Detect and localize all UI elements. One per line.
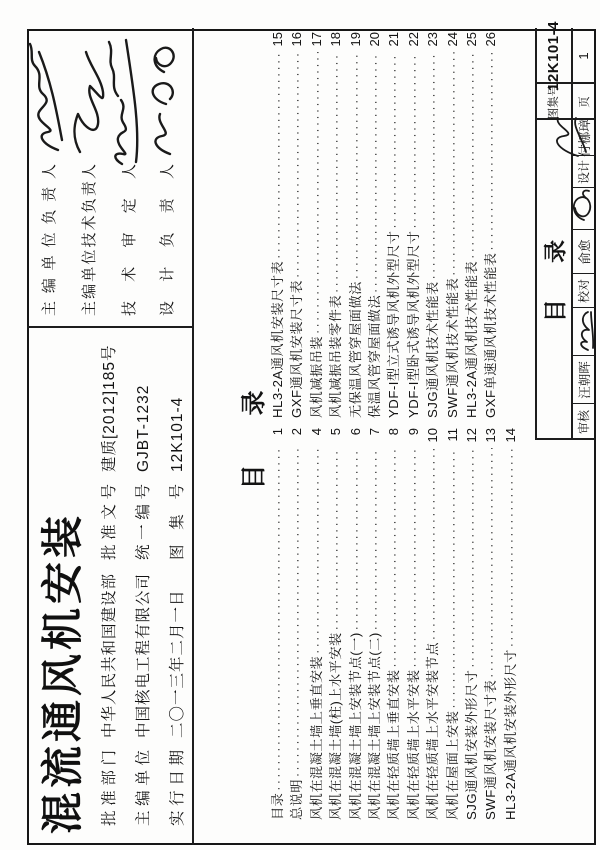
toc-entry: [462, 428, 481, 820]
signatory-role-tech-chief: 主编单位技术负责人: [81, 164, 98, 316]
effective-date-label: 实行日期: [169, 750, 186, 826]
section-divider-line: [192, 28, 194, 845]
toc-entry-page: 5: [328, 428, 344, 436]
signatory-role-designer: 设计负责人: [159, 164, 176, 316]
signature-icon: [538, 114, 592, 164]
toc-dot-leader: [347, 448, 366, 630]
toc-entry-title: HL3-2A通风机安装尺寸表: [270, 260, 285, 418]
toc-entry-title: SJG通风机技术性能表: [425, 281, 441, 418]
toc-column-left: [268, 428, 520, 820]
toc-entry-page: 4: [308, 428, 324, 436]
design-name: 付梛璋: [577, 119, 592, 157]
toc-entry-page: 16: [289, 32, 305, 47]
toc-entry-title: 保温风管穿屋面做法: [366, 294, 382, 418]
toc-entry-page: 2: [289, 428, 305, 436]
toc-entry-page: 11: [444, 428, 460, 442]
toc-entry: [346, 428, 365, 820]
toc-entry-page: 9: [405, 428, 421, 436]
signature-icon: [566, 188, 596, 228]
toc-entry-title: YDF-I型立式诱导风机外型尺寸: [386, 230, 402, 418]
toc-entry-page: 19: [347, 32, 363, 47]
toc-entry-title: HL3-2A通风机技术性能表: [463, 260, 479, 418]
toc-entry: [384, 428, 403, 820]
toc-entry-title: 风机在混凝土墙上安装节点(一): [347, 632, 363, 820]
toc-entry-title: 风机在轻质墙上垂直安装: [386, 669, 402, 820]
signature-icon: [142, 36, 186, 162]
toc-entry-page: 1: [270, 428, 285, 436]
toc-entry: [346, 32, 365, 418]
toc-dot-leader: [444, 448, 463, 709]
toc-entry-title: 总说明: [289, 778, 305, 820]
toc-dot-leader: [288, 448, 307, 777]
toc-entry: [326, 428, 345, 820]
toc-entry-page: 13: [483, 428, 499, 443]
toc-dot-leader: [482, 448, 501, 678]
toc-entry-page: 10: [425, 428, 441, 443]
toc-entry: [423, 428, 442, 820]
toc-entry-page: 21: [386, 32, 402, 47]
atlas-no-cell-value: 12K101-4: [544, 21, 562, 91]
toc-entry: [423, 32, 442, 418]
toc-column-right: [268, 32, 501, 418]
signatory-role-chief: 主编单位负责人: [41, 164, 58, 316]
toc-entry: [501, 428, 520, 820]
toc-entry-page: 20: [366, 32, 382, 47]
toc-entry: [268, 32, 287, 418]
approval-dept-value: 中华人民共和国建设部: [101, 572, 118, 738]
chief-editor-label: 主编单位: [135, 750, 152, 826]
toc-entry: [404, 428, 423, 820]
toc-entry-page: 17: [308, 32, 324, 47]
toc-dot-leader: [482, 52, 501, 251]
toc-entry: [365, 32, 384, 418]
toc-entry-page: 24: [444, 32, 460, 47]
toc-entry-title: 风机减振吊装: [308, 335, 324, 418]
toc-entry: [365, 428, 384, 820]
toc-entry-title: YDF-I型卧式诱导风机外型尺寸: [405, 230, 421, 418]
toc-entry-title: SJG通风机安装外形尺寸: [463, 669, 479, 820]
atlas-no-label: 图集号: [169, 484, 186, 560]
toc-dot-leader: [308, 52, 327, 334]
approval-dept-label: 批准部门: [101, 750, 118, 826]
toc-dot-leader: [366, 52, 385, 293]
approval-doc-value: 建质[2012]185号: [101, 344, 118, 472]
approval-doc-label: 批准文号: [101, 484, 118, 560]
toc-entry-title: 无保温风管穿屋面做法: [347, 281, 363, 418]
page-title: 混流通风机安装: [39, 511, 86, 834]
page-cell-label: 页: [578, 96, 591, 108]
signatory-role-examiner: 技术审定人: [121, 164, 138, 316]
toc-entry: [462, 32, 481, 418]
check-name: 俞愈: [577, 239, 592, 265]
toc-dot-leader: [269, 52, 288, 259]
signature-icon: [570, 308, 596, 354]
toc-dot-leader: [463, 448, 482, 668]
review-label: 审核: [577, 410, 591, 435]
toc-entry-page: 12: [463, 428, 479, 443]
toc-entry-title: 风机在混凝土墙(柱)上水平安装: [328, 632, 344, 820]
toc-dot-leader: [347, 52, 366, 279]
toc-entry: [481, 32, 500, 418]
toc-entry: [287, 32, 306, 418]
review-name: 汪朝晖: [577, 361, 592, 399]
toc-entry: [268, 428, 287, 820]
toc-entry: [307, 428, 326, 820]
toc-entry-title: GXF通风机安装尺寸表: [289, 279, 305, 418]
toc-entry-page: 14: [502, 428, 518, 443]
toc-entry-title: 风机在屋面上安装: [444, 710, 460, 820]
toc-entry: [307, 32, 326, 418]
atlas-no-value: 12K101-4: [169, 396, 186, 472]
toc-dot-leader: [502, 448, 521, 647]
toc-entry-page: 6: [347, 428, 363, 436]
toc-entry-title: 风机减振吊装零件表: [328, 294, 344, 418]
toc-entry: [404, 32, 423, 418]
toc-dot-leader: [405, 52, 424, 229]
toc-entry-title: SWF通风机技术性能表: [444, 277, 460, 418]
toc-entry-title: 风机在混凝土墙上安装节点(二): [366, 632, 382, 820]
signature-icon: [104, 34, 144, 170]
toc-dot-leader: [308, 448, 327, 654]
toc-entry-page: 26: [483, 32, 499, 47]
unified-no-value: GJBT-1232: [135, 384, 152, 472]
toc-entry-page: 18: [328, 32, 344, 47]
atlas-no-cell-label: 图集号: [548, 84, 560, 120]
titleblock-sheet-title: 目 录: [541, 237, 568, 323]
toc-entry-page: 7: [366, 428, 382, 436]
toc-heading: 目 录: [240, 388, 268, 490]
toc-dot-leader: [444, 52, 463, 276]
toc-entry: [481, 428, 500, 820]
toc-dot-leader: [327, 52, 346, 293]
toc-dot-leader: [405, 448, 424, 667]
toc-dot-leader: [385, 448, 404, 667]
chief-editor-value: 中国核电工程有限公司: [135, 572, 152, 738]
toc-dot-leader: [327, 448, 346, 630]
signature-icon: [66, 42, 106, 160]
toc-entry: [384, 32, 403, 418]
toc-entry-page: 25: [463, 32, 479, 47]
toc-entry-page: 8: [386, 428, 402, 436]
toc-entry-title: 目录: [270, 792, 285, 820]
toc-entry: [443, 32, 462, 418]
toc-entry-title: 风机在混凝土墙上垂直安装: [308, 655, 324, 820]
toc-entry: [287, 428, 306, 820]
toc-dot-leader: [424, 52, 443, 279]
check-label: 校对: [577, 279, 591, 304]
toc-entry: [443, 428, 462, 820]
toc-entry-page: 15: [270, 32, 285, 47]
toc-entry-title: GXF单速通风机技术性能表: [483, 252, 499, 418]
toc-entry: [326, 32, 345, 418]
design-label: 设计: [577, 160, 591, 185]
signature-box-border: [27, 326, 194, 328]
toc-entry-title: 风机在轻质墙上水平安装节点: [425, 642, 441, 820]
unified-no-label: 统一编号: [135, 484, 152, 560]
toc-entry-page: 22: [405, 32, 421, 47]
toc-dot-leader: [288, 52, 307, 278]
toc-entry-title: 风机在轻质墙上水平安装: [405, 669, 421, 820]
toc-dot-leader: [463, 52, 482, 259]
toc-dot-leader: [385, 52, 404, 229]
toc-entry-page: 23: [425, 32, 441, 47]
page-cell-value: 1: [576, 52, 591, 60]
toc-entry-title: SWF通风机安装尺寸表: [483, 679, 499, 820]
toc-entry-title: HL3-2A通风机安装外形尺寸: [502, 649, 518, 820]
toc-dot-leader: [366, 448, 385, 630]
toc-dot-leader: [269, 448, 288, 791]
toc-dot-leader: [424, 448, 443, 640]
signature-icon: [26, 36, 68, 156]
effective-date-value: 二〇一三年二月一日: [169, 589, 186, 738]
